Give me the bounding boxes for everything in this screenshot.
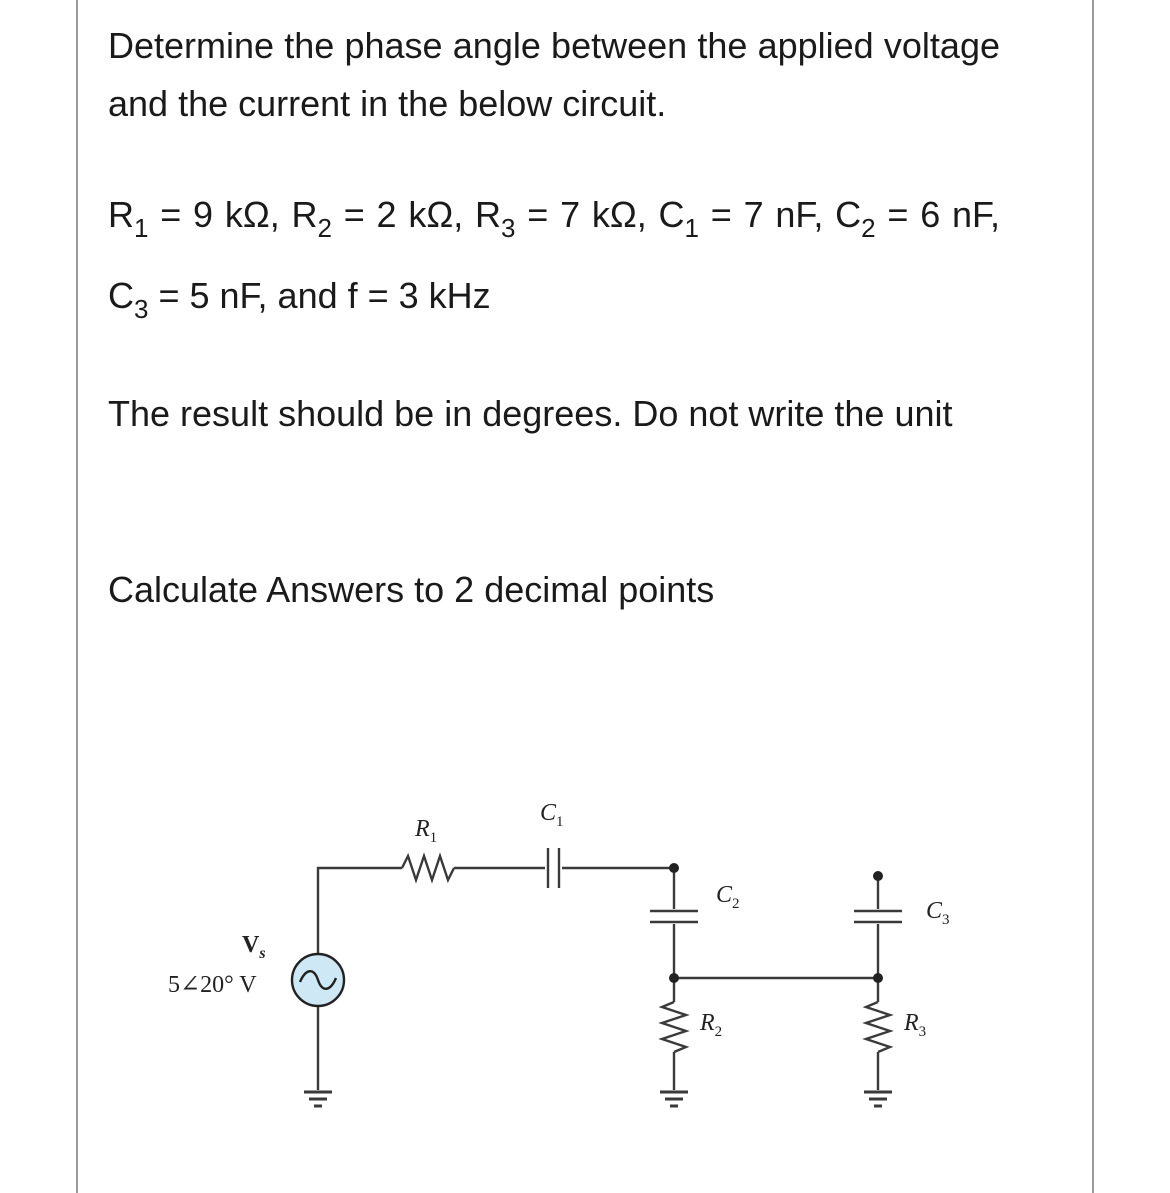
r2-subscript: 2 — [317, 213, 332, 243]
r3-symbol: R — [475, 194, 502, 235]
c2-symbol: C — [835, 194, 862, 235]
c2-value: = 6 nF, — [875, 194, 1001, 235]
frame-left-border — [76, 0, 78, 1193]
question-paragraph-3: The result should be in degrees. Do not write the unit — [108, 393, 953, 434]
c2-subscript: 2 — [861, 213, 876, 243]
c3-value: = 5 nF, and f = 3 kHz — [148, 275, 491, 316]
source-value: 5∠20° V — [168, 972, 257, 998]
r1-resistor — [402, 856, 454, 880]
circuit-wires — [318, 848, 902, 1090]
question-paragraph-4: Calculate Answers to 2 decimal points — [108, 569, 715, 610]
c1-label: $C_1$ — [540, 800, 564, 830]
ground-symbol-r2 — [660, 1092, 688, 1106]
r1-value: = 9 kΩ, — [148, 194, 292, 235]
question-paragraph-2 — [108, 176, 1000, 338]
r1-label: $R_1$ — [415, 816, 438, 846]
c1-value: = 7 nF, — [699, 194, 836, 235]
junction-dot-node-c3-top — [873, 871, 883, 881]
r3-subscript: 3 — [501, 213, 516, 243]
junction-dot-node-b — [669, 973, 679, 983]
junction-dot-node-c — [873, 973, 883, 983]
question-paragraph-1: Determine the phase angle between the applied voltage and the current in the below circuit. — [108, 25, 1000, 124]
r2-value: = 2 kΩ, — [331, 194, 476, 235]
ground-symbol-source — [304, 1092, 332, 1106]
ground-symbol-r3 — [864, 1092, 892, 1106]
circuit-diagram — [150, 790, 970, 1150]
source-label: $V_s$ — [242, 932, 266, 962]
r3-resistor — [866, 1002, 890, 1052]
c2-label: $C_2$ — [716, 882, 740, 912]
r2-symbol: R — [291, 194, 318, 235]
c1-subscript: 1 — [684, 213, 700, 243]
r2-resistor — [662, 1002, 686, 1052]
junction-dot-node-a — [669, 863, 679, 873]
r1-subscript: 1 — [134, 213, 149, 243]
r3-label: $R_3$ — [904, 1010, 927, 1040]
frame-right-border — [1092, 0, 1094, 1193]
c3-label: $C_3$ — [926, 898, 950, 928]
r2-label: $R_2$ — [700, 1010, 723, 1040]
c1-symbol: C — [658, 194, 685, 235]
c3-symbol: C — [108, 275, 134, 316]
c3-subscript: 3 — [134, 294, 149, 324]
r1-symbol: R — [108, 194, 134, 235]
r3-value: = 7 kΩ, — [515, 194, 659, 235]
